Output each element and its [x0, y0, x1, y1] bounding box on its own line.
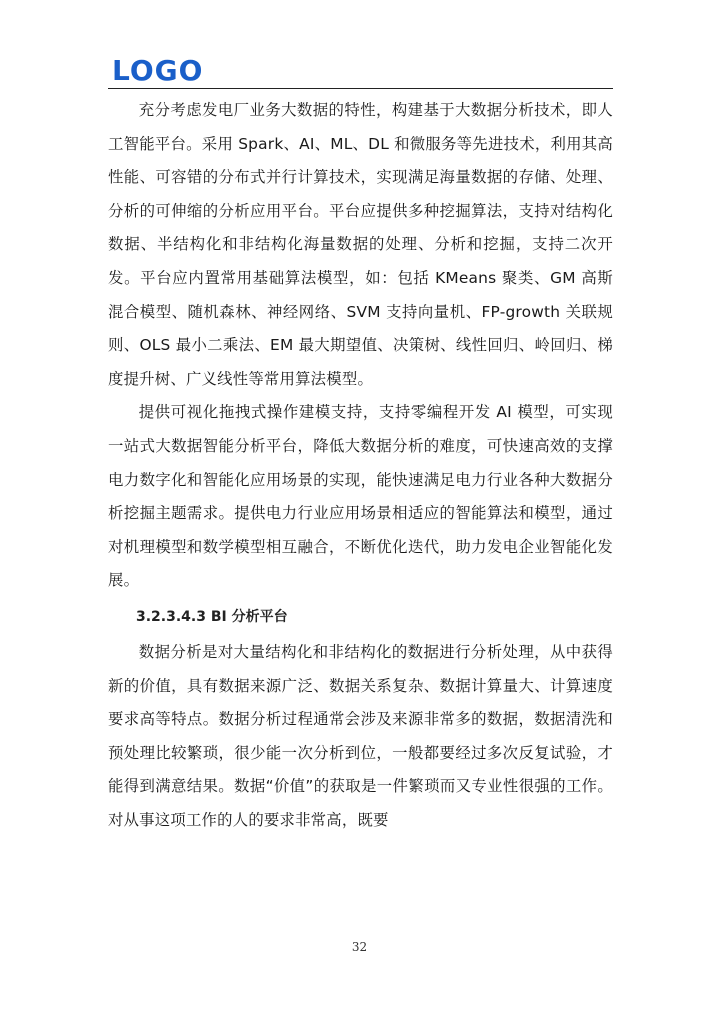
paragraph-data-analysis: 数据分析是对大量结构化和非结构化的数据进行分析处理，从中获得新的价值，具有数据来源广泛、数据关系复杂、数据计算量大、计算速度要求高等特点。数据分析过程通常会涉及来源非常多的数据，数据清洗和预处理比较繁琐，很少能一次分析到位，一般都要经过多次反复试验，才能得到满意结果。数据“价值”的获取是一件繁琐而又专业性很强的工作。对从事这项工作的人的要求非常高，既要	[108, 642, 613, 829]
paragraph-platform-overview: 充分考虑发电厂业务大数据的特性，构建基于大数据分析技术，即人工智能平台。采用 Spark、AI、ML、DL 和微服务等先进技术，利用其高性能、可容错的分布式并行计算技术，实现满足海量数据的存储、处理、分析的可伸缩的分析应用平台。平台应提供多种挖掘算法，支持对结构化数据、半结构化和非结构化海量数据的处理、分析和挖掘，支持二次开发。平台应内置常用基础算法模型，如：包括 KMeans 聚类、GM 高斯混合模型、随机森林、神经网络、SVM 支持向量机、FP-growth 关联规则、OLS 最小二乘法、EM 最大期望值、决策树、线性回归、岭回归、梯度提升树、广义线性等常用算法模型。	[108, 101, 613, 388]
document-body	[108, 94, 613, 837]
logo-icon	[112, 56, 204, 84]
page-number: 32	[351, 940, 368, 954]
paragraph-visual-modeling: 提供可视化拖拽式操作建模支持，支持零编程开发 AI 模型，可实现一站式大数据智能分析平台，降低大数据分析的难度，可快速高效的支撑电力数字化和智能化应用场景的实现，能快速满足电力行业各种大数据分析挖掘主题需求。提供电力行业应用场景相适应的智能算法和模型，通过对机理模型和数学模型相互融合，不断优化迭代，助力发电企业智能化发展。	[108, 403, 613, 590]
logo-text: LOGO	[112, 56, 204, 84]
section-heading: 3.2.3.4.3 BI 分析平台	[136, 608, 288, 625]
company-logo	[112, 56, 204, 84]
header-divider	[108, 88, 613, 89]
